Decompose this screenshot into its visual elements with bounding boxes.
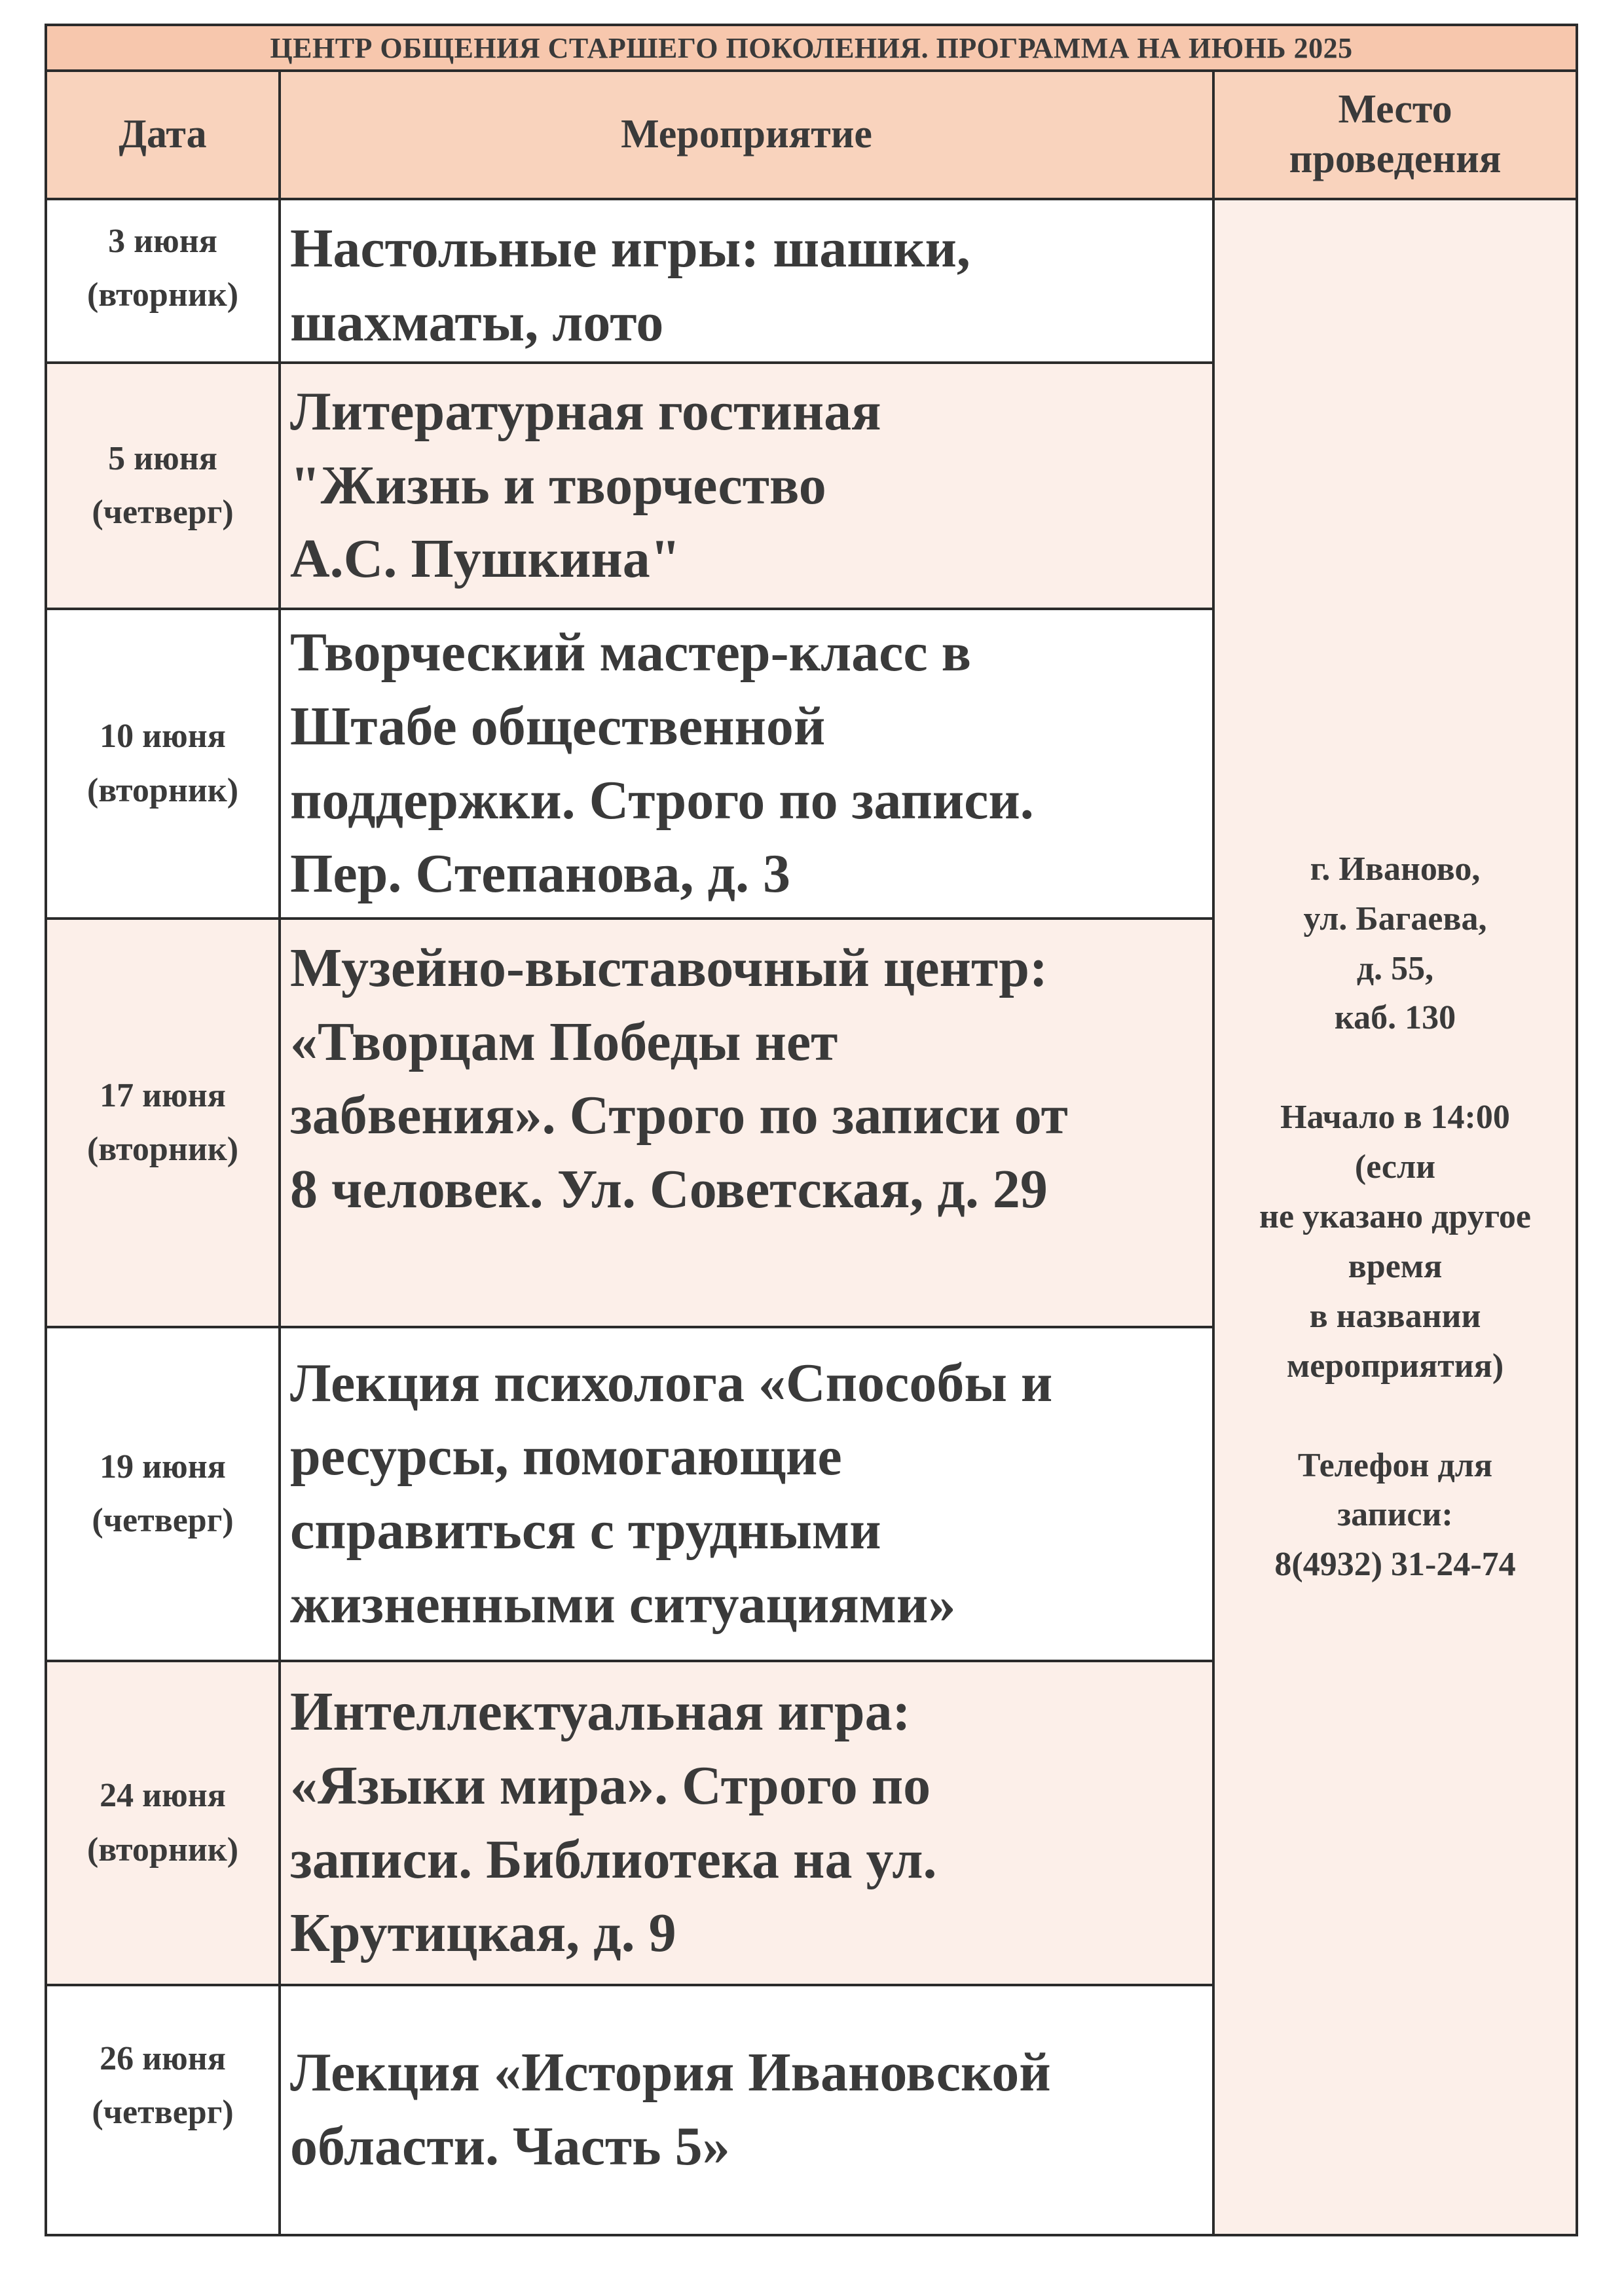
event-text-line: «Языки мира». Строго по [290, 1755, 931, 1816]
place-text-line: ул. Багаева, [1303, 900, 1487, 938]
place-text-line: д. 55, [1356, 949, 1434, 987]
date-text: 26 июня [100, 2040, 226, 2077]
place-text-line: мероприятия) [1286, 1347, 1504, 1385]
event-text-line: ресурсы, помогающие [290, 1426, 842, 1487]
place-text-line: (если [1354, 1148, 1436, 1186]
event-text-line: области. Часть 5» [290, 2116, 730, 2177]
program-sheet [45, 24, 1576, 2242]
place-text-line: не указано другое [1259, 1198, 1532, 1236]
date-cell [46, 363, 280, 609]
place-header-line-2: проведения [1289, 137, 1502, 181]
date-text: 24 июня [100, 1777, 226, 1815]
event-text-line: «Творцам Победы нет [290, 1011, 838, 1072]
event-text-line: Крутицкая, д. 9 [290, 1903, 676, 1964]
event-text-line: Пер. Степанова, д. 3 [290, 843, 790, 905]
event-text-line: Интеллектуальная игра: [290, 1681, 911, 1743]
event-text-line: Литературная гостиная [290, 381, 881, 443]
event-text-line: Творческий мастер-класс в [290, 622, 972, 683]
date-cell [46, 609, 280, 919]
program-title: ЦЕНТР ОБЩЕНИЯ СТАРШЕГО ПОКОЛЕНИЯ. ПРОГРАММА НА ИЮНЬ 2025 [46, 25, 1577, 71]
event-cell [280, 919, 1213, 1327]
event-cell [280, 1327, 1213, 1661]
date-text: 17 июня [100, 1076, 226, 1114]
event-text-line: справиться с трудными [290, 1500, 881, 1561]
date-cell [46, 199, 280, 363]
weekday-text: (вторник) [86, 771, 239, 809]
place-text-line [1215, 1391, 1576, 1441]
event-text-line: жизненными ситуациями» [290, 1573, 956, 1635]
place-text-line: в названии [1309, 1297, 1481, 1335]
place-text-line: Телефон для [1297, 1446, 1493, 1484]
event-text-line: 8 человек. Ул. Советская, д. 29 [290, 1158, 1048, 1220]
event-text-line: А.С. Пушкина" [290, 528, 681, 590]
schedule-table [45, 24, 1578, 2236]
place-text-line [1215, 1043, 1576, 1093]
place-column-header [1213, 71, 1577, 199]
date-text: 5 июня [108, 439, 217, 477]
date-cell [46, 1985, 280, 2235]
event-text-line: Лекция «История Ивановской [290, 2042, 1051, 2104]
weekday-text: (четверг) [92, 2094, 234, 2132]
weekday-text: (четверг) [92, 494, 234, 531]
event-text-line: Настольные игры: шашки, [290, 218, 970, 279]
table-row [46, 199, 1577, 363]
title-row [46, 25, 1577, 71]
event-text-line: Музейно-выставочный центр: [290, 938, 1048, 998]
date-cell [46, 1661, 280, 1985]
weekday-text: (вторник) [86, 1831, 239, 1868]
place-cell [1213, 199, 1577, 2235]
place-text-line: каб. 130 [1334, 999, 1456, 1037]
header-row [46, 71, 1577, 199]
event-cell [280, 1985, 1213, 2235]
event-text-line: шахматы, лото [290, 291, 664, 353]
event-text-line: забвения». Строго по записи от [290, 1085, 1068, 1146]
date-text: 10 июня [100, 718, 226, 756]
event-cell [280, 1661, 1213, 1985]
event-text-line: Лекция психолога «Способы и [290, 1352, 1053, 1413]
weekday-text: (вторник) [86, 1131, 239, 1168]
event-text-line: поддержки. Строго по записи. [290, 769, 1034, 831]
event-column-header: Мероприятие [280, 71, 1213, 199]
weekday-text: (вторник) [86, 276, 239, 314]
place-text-line: г. Иваново, [1310, 850, 1481, 888]
place-text-line: Начало в 14:00 [1280, 1099, 1510, 1137]
event-cell [280, 199, 1213, 363]
place-text-line: записи: [1337, 1496, 1453, 1534]
weekday-text: (четверг) [92, 1502, 234, 1539]
date-cell [46, 919, 280, 1327]
place-text-line: время [1348, 1247, 1443, 1285]
date-column-header: Дата [46, 71, 280, 199]
place-header-line-1: Место [1338, 87, 1452, 132]
date-text: 19 июня [100, 1448, 226, 1485]
event-text-line: Штабе общественной [290, 695, 826, 757]
event-cell [280, 609, 1213, 919]
date-text: 3 июня [108, 223, 217, 260]
event-cell [280, 363, 1213, 609]
event-text-line: "Жизнь и творчество [290, 454, 826, 516]
place-text-line: 8(4932) 31-24-74 [1274, 1546, 1516, 1584]
date-cell [46, 1327, 280, 1661]
event-text-line: записи. Библиотека на ул. [290, 1829, 937, 1890]
